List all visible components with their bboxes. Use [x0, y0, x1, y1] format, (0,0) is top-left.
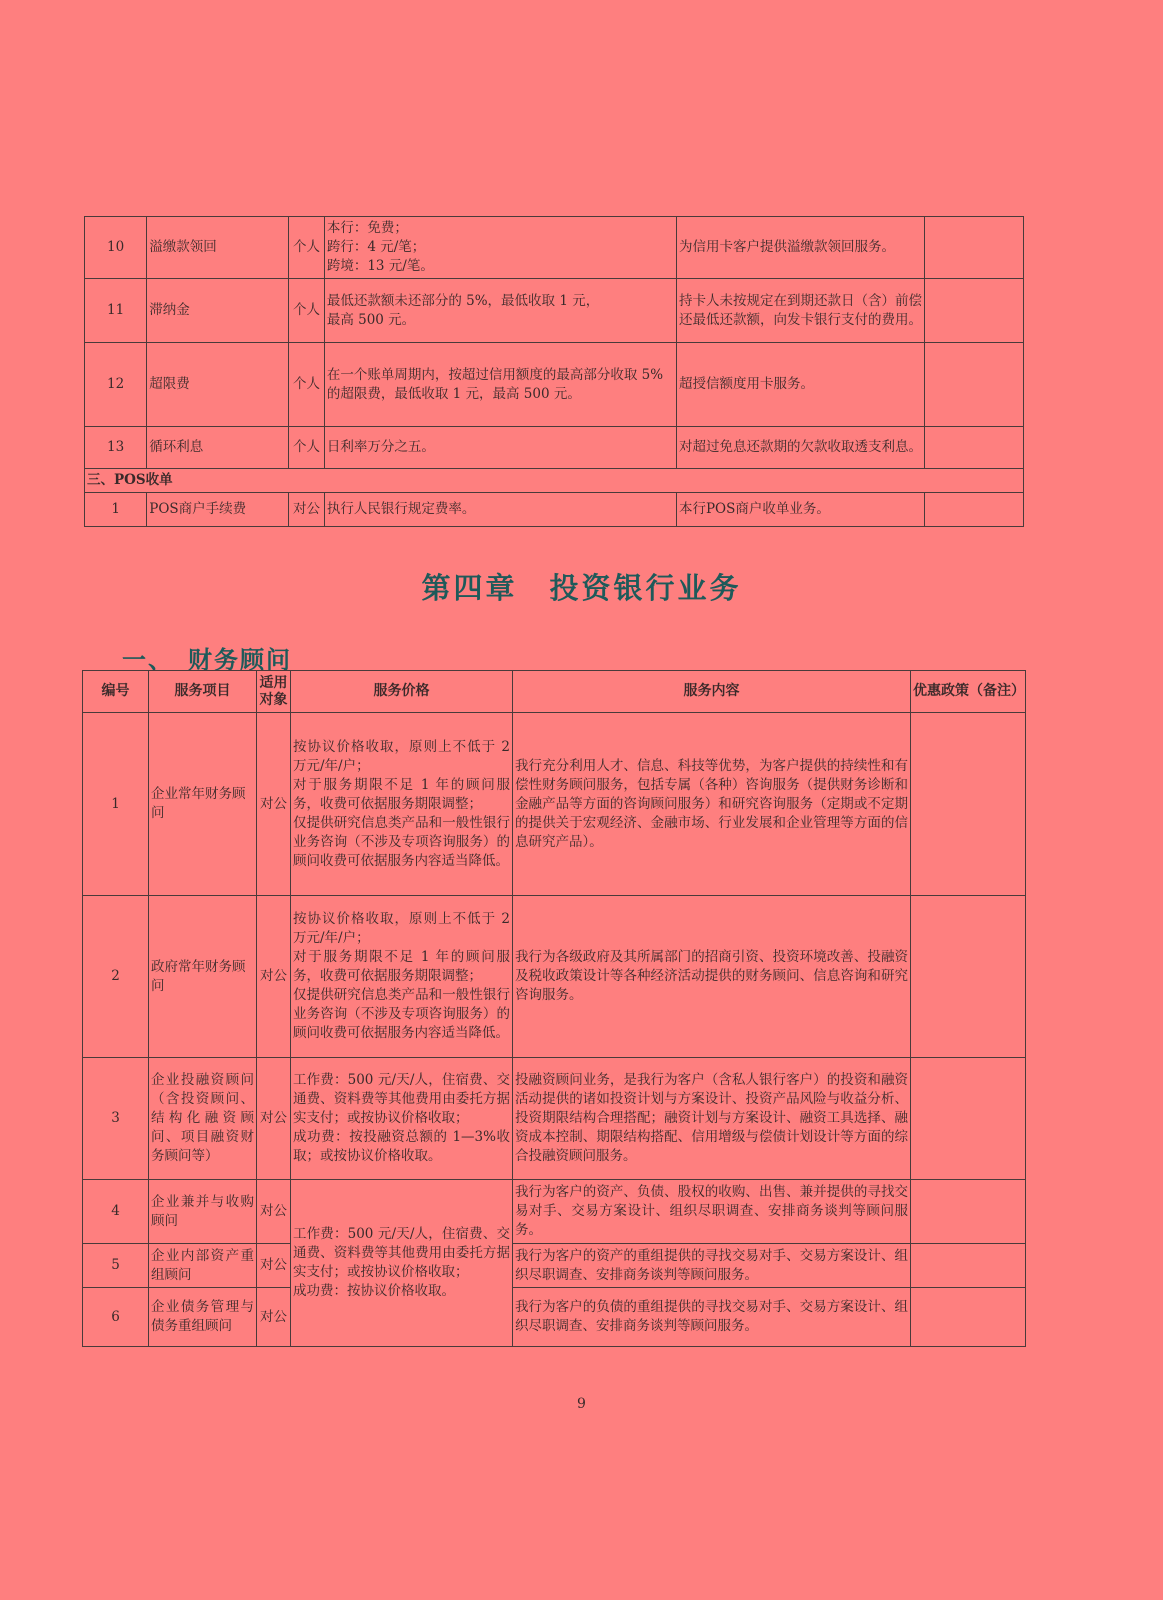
table-row: [85, 493, 1024, 527]
table-row: [83, 896, 1026, 1058]
content: 为信用卡客户提供溢缴款领回服务。: [676, 217, 924, 279]
service-item: 循环利息: [147, 427, 289, 469]
row-number: 2: [83, 896, 149, 1058]
service-item: 溢缴款领回: [147, 217, 289, 279]
table-row: [83, 713, 1026, 896]
row-number: 3: [83, 1058, 149, 1180]
row-number: 4: [83, 1180, 149, 1244]
content: 我行充分利用人才、信息、科技等优势，为客户提供的持续性和有偿性财务顾问服务，包括专属（各种）咨询服务（提供财务诊断和金融产品等方面的咨询顾问服务）和研究咨询服务（定期或不定期的提供关于宏观经济、金融市场、行业发展和企业管理等方面的信息研究产品）。: [513, 713, 911, 896]
card-fees-body: [85, 217, 1024, 527]
target: 个人: [289, 427, 325, 469]
service-item: 企业内部资产重组顾问: [149, 1244, 257, 1288]
service-item: 企业兼并与收购顾问: [149, 1180, 257, 1244]
header-item: 服务项目: [149, 671, 257, 713]
remark: [911, 1058, 1026, 1180]
table-row: [83, 1288, 1026, 1347]
header-target: 适用对象: [257, 671, 291, 713]
price: 本行：免费； 跨行：4 元/笔； 跨境：13 元/笔。: [324, 217, 676, 279]
content: 对超过免息还款期的欠款收取透支利息。: [676, 427, 924, 469]
target: 对公: [257, 1180, 291, 1244]
header-content: 服务内容: [513, 671, 911, 713]
content: 超授信额度用卡服务。: [676, 343, 924, 427]
service-item: POS商户手续费: [147, 493, 289, 527]
row-number: 1: [83, 713, 149, 896]
service-item: 政府常年财务顾问: [149, 896, 257, 1058]
table-row: [85, 427, 1024, 469]
remark: [924, 217, 1023, 279]
content: 持卡人未按规定在到期还款日（含）前偿还最低还款额，向发卡银行支付的费用。: [676, 279, 924, 343]
price: 在一个账单周期内，按超过信用额度的最高部分收取 5%的超限费，最低收取 1 元，最高 500 元。: [324, 343, 676, 427]
table-row: [85, 343, 1024, 427]
section-title: 一、 财务顾问: [122, 645, 292, 674]
header-row: [83, 671, 1026, 713]
row-number: 13: [85, 427, 147, 469]
target: 个人: [289, 279, 325, 343]
row-number: 1: [85, 493, 147, 527]
remark: [924, 279, 1023, 343]
section-pos-heading: 三、POS收单: [85, 469, 1024, 493]
content: 我行为客户的资产、负债、股权的收购、出售、兼并提供的寻找交易对手、交易方案设计、组织尽职调查、安排商务谈判等顾问服务。: [513, 1180, 911, 1244]
remark: [911, 713, 1026, 896]
price: 日利率万分之五。: [324, 427, 676, 469]
card-fees-table: [84, 216, 1024, 527]
service-item: 滞纳金: [147, 279, 289, 343]
price: 工作费：500 元/天/人，住宿费、交通费、资料费等其他费用由委托方据实支付；或按协议价格收取； 成功费：按投融资总额的 1—3%收取；或按协议价格收取。: [291, 1058, 513, 1180]
row-number: 11: [85, 279, 147, 343]
remark: [911, 1180, 1026, 1244]
page-number: 9: [577, 1396, 586, 1412]
target: 对公: [257, 713, 291, 896]
target: 个人: [289, 217, 325, 279]
price: 最低还款额未还部分的 5%，最低收取 1 元， 最高 500 元。: [324, 279, 676, 343]
header-no: 编号: [83, 671, 149, 713]
price: 按协议价格收取，原则上不低于 2 万元/年/户； 对于服务期限不足 1 年的顾问服务，收费可依据服务期限调整； 仅提供研究信息类产品和一般性银行业务咨询（不涉及专项咨询服务）的顾问收费可依据服务内容适当降低。: [291, 713, 513, 896]
merged-price: 工作费：500 元/天/人，住宿费、交通费、资料费等其他费用由委托方据实支付；或按协议价格收取； 成功费：按协议价格收取。: [291, 1180, 513, 1347]
target: 对公: [257, 1288, 291, 1347]
row-number: 6: [83, 1288, 149, 1347]
table-row: [85, 279, 1024, 343]
section-row: [85, 469, 1024, 493]
price: 按协议价格收取，原则上不低于 2 万元/年/户； 对于服务期限不足 1 年的顾问服务，收费可依据服务期限调整； 仅提供研究信息类产品和一般性银行业务咨询（不涉及专项咨询服务）的顾问收费可依据服务内容适当降低。: [291, 896, 513, 1058]
content: 我行为各级政府及其所属部门的招商引资、投资环境改善、投融资及税收政策设计等各种经济活动提供的财务顾问、信息咨询和研究咨询服务。: [513, 896, 911, 1058]
row-number: 10: [85, 217, 147, 279]
remark: [911, 896, 1026, 1058]
price: 执行人民银行规定费率。: [324, 493, 676, 527]
advisory-table: [82, 670, 1026, 1347]
service-item: 企业债务管理与债务重组顾问: [149, 1288, 257, 1347]
target: 对公: [257, 896, 291, 1058]
table-row: [83, 1244, 1026, 1288]
table-row: [83, 1058, 1026, 1180]
remark: [924, 343, 1023, 427]
row-number: 12: [85, 343, 147, 427]
service-item: 企业投融资顾问（含投资顾问、结构化融资顾问、项目融资财务顾问等）: [149, 1058, 257, 1180]
content: 我行为客户的负债的重组提供的寻找交易对手、交易方案设计、组织尽职调查、安排商务谈判等顾问服务。: [513, 1288, 911, 1347]
table-row: [83, 1180, 1026, 1244]
header-price: 服务价格: [291, 671, 513, 713]
chapter-title: 第四章 投资银行业务: [421, 571, 742, 605]
target: 对公: [289, 493, 325, 527]
content: 投融资顾问业务，是我行为客户（含私人银行客户）的投资和融资活动提供的诸如投资计划与方案设计、投资产品风险与收益分析、投资期限结构合理搭配；融资计划与方案设计、融资工具选择、融资成本控制、期限结构搭配、信用增级与偿债计划设计等方面的综合投融资顾问服务。: [513, 1058, 911, 1180]
remark: [924, 427, 1023, 469]
remark: [924, 493, 1023, 527]
row-number: 5: [83, 1244, 149, 1288]
target: 对公: [257, 1244, 291, 1288]
content: 本行POS商户收单业务。: [676, 493, 924, 527]
header-remark: 优惠政策（备注）: [911, 671, 1026, 713]
target: 对公: [257, 1058, 291, 1180]
table-row: [85, 217, 1024, 279]
target: 个人: [289, 343, 325, 427]
advisory-body: [83, 671, 1026, 1347]
remark: [911, 1244, 1026, 1288]
remark: [911, 1288, 1026, 1347]
service-item: 企业常年财务顾问: [149, 713, 257, 896]
service-item: 超限费: [147, 343, 289, 427]
content: 我行为客户的资产的重组提供的寻找交易对手、交易方案设计、组织尽职调查、安排商务谈判等顾问服务。: [513, 1244, 911, 1288]
